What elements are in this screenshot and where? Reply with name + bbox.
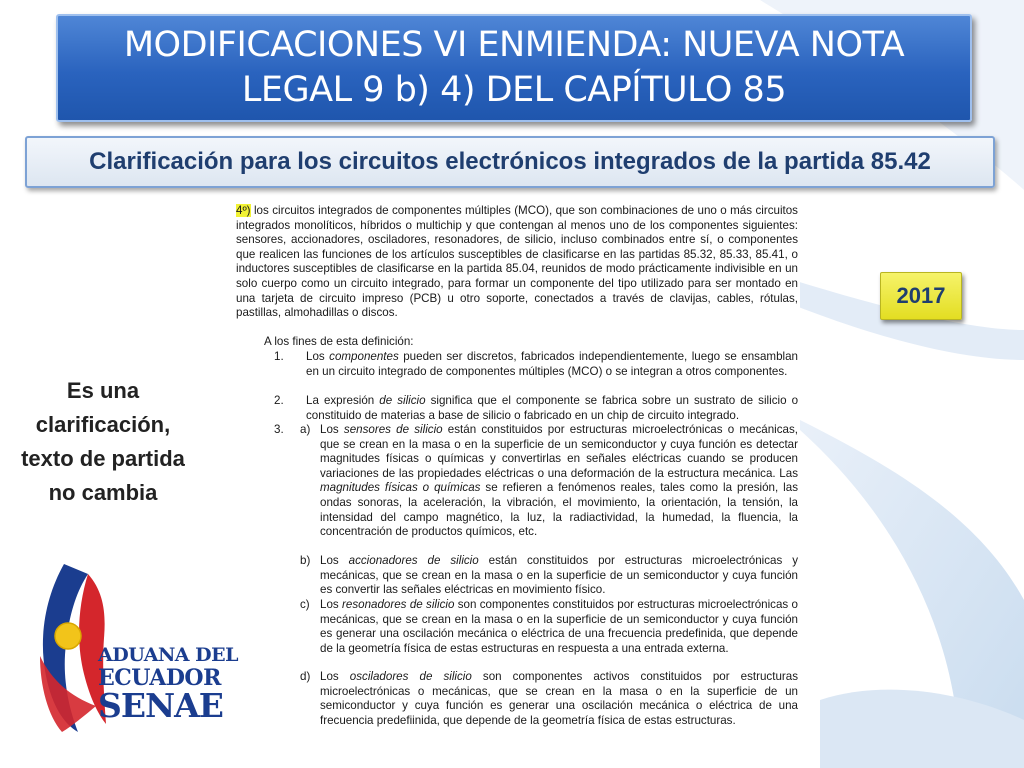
subtitle-box: [25, 136, 995, 188]
definition-3b-term: accionadores de silicio: [348, 554, 479, 567]
definition-2-number: 2.: [274, 394, 284, 407]
definition-3c-pre: Los: [320, 598, 343, 611]
item-marker: 4º): [236, 204, 251, 217]
subtitle-text: Clarificación para los circuitos electrónicos integrados de la partida 85.42: [89, 148, 931, 175]
definition-1-number: 1.: [274, 350, 284, 363]
definition-3d: [300, 670, 798, 728]
logo-line-2: ECUADOR: [98, 665, 221, 691]
definition-3a-pre: Los: [320, 423, 344, 436]
year-badge-text: 2017: [896, 283, 946, 308]
logo-line-3: SENAE: [98, 686, 223, 725]
definition-3b-pre: Los: [320, 554, 349, 567]
year-badge: [880, 272, 962, 320]
definition-3d-letter: d): [300, 670, 311, 683]
definitions-heading: [264, 335, 798, 350]
definition-3a-text: están constituidos por estructuras microelectrónicas o mecánicas, que se crean en la masa o en la superficie de un semiconductor y cuya función es detectar magnitudes físicas o químicas y convertirlas en señales eléctricas cuando se producen variaciones de las propiedades eléctricas o una deformación de la estructura mecánica. Las: [320, 423, 799, 480]
definition-2-text: significa que el componente se fabrica sobre un sustrato de silicio o constituido de materias a base de silicio o fabricado en un chip de circuito integrado.: [306, 394, 799, 422]
definition-3a-letter: a): [300, 423, 311, 436]
side-note: Es una clarificación, texto de partida no cambia: [21, 378, 185, 505]
definition-3a: [300, 423, 798, 540]
slide-title-box: [56, 14, 972, 122]
definition-1: [274, 350, 798, 379]
definition-2-term: de silicio: [379, 394, 426, 407]
definition-3c-text: son componentes constituidos por estructuras microelectrónicas o mecánicas, que se crean en la masa o en la superficie de un semiconductor y cuya función es generar una oscilación mecánica o eléctrica de una frecuencia predefinida, que depende de la geometría física de estas estructuras en respuesta a una entrada externa.: [320, 598, 798, 655]
document-intro: [236, 204, 798, 321]
definition-1-text: pueden ser discretos, fabricados independientemente, luego se ensamblan en un circuito integrado de componentes múltiples (MCO) o se integran a otros componentes.: [306, 350, 798, 378]
legal-note-document: [224, 196, 800, 742]
definition-3c-term: resonadores de silicio: [342, 598, 455, 611]
definition-3c-letter: c): [300, 598, 310, 611]
definition-3d-text: son componentes activos constituidos por estructuras microelectrónicas o mecánicas, que se crean en la masa o en la superficie de un semiconductor y cuya función es generar una oscilación mecánica o eléctrica de una frecuencia predefiinida, que depende de la geometría física de estas estructuras.: [320, 670, 799, 727]
slide-title-line-2: LEGAL 9 b) 4) DEL CAPÍTULO 85: [241, 70, 787, 110]
definition-3a-text-2: se refieren a fenómenos reales, tales como la presión, las ondas sonoras, la aceleración, la vibración, el movimiento, la orientación, la tensión, la intensidad del campo magnético, la luz, la radiactividad, la humedad, la fluencia, la concentración de productos químicos, etc.: [320, 481, 798, 539]
definition-1-pre: Los: [306, 350, 330, 363]
definition-3a-term: sensores de silicio: [343, 423, 443, 436]
definition-3d-term: osciladores de silicio: [349, 670, 472, 683]
definition-3-number: 3.: [274, 423, 284, 436]
definition-2-pre: La expresión: [306, 394, 380, 407]
definition-3b: [300, 554, 798, 598]
slide-title-line-1: MODIFICACIONES VI ENMIENDA: NUEVA NOTA: [123, 25, 905, 65]
definition-3c: [300, 598, 798, 656]
definitions-heading-text: A los fines de esta definición:: [264, 335, 414, 348]
intro-text: los circuitos integrados de componentes múltiples (MCO), que son combinaciones de uno o más circuitos integrados monolíticos, híbridos o multichip y que contengan al menos uno de los componentes siguientes: sensores, accionadores, osciladores, resonadores, de silicio, incluso combinados entre sí, o componentes que realicen las funciones de los artículos susceptibles de clasificarse en las partidas 85.32, 85.33, 85.41, o inductores susceptibles de clasificarse en la partida 85.04, reunidos de modo prácticamente indivisible en un solo cuerpo como un circuito integrado, para formar un componente del tipo utilizado para ser montado en una tarjeta de circuito impreso (PCB) u otro soporte, conectados a través de clavijas, cables, rótulas, pastillas, almohadillas o discos.: [236, 204, 798, 320]
definition-1-term: componentes: [329, 350, 399, 363]
definition-3d-pre: Los: [320, 670, 350, 683]
definition-3b-text: están constituidos por estructuras microelectrónicas y mecánicas, que se crean en la masa o en la superficie de un semiconductor y cuya función es convertir las señales eléctricas en movimiento físico.: [320, 554, 799, 597]
definition-2: [274, 394, 798, 423]
definition-3a-term-2: magnitudes físicas o químicas: [320, 481, 481, 495]
senae-logo-text: [98, 644, 238, 725]
logo-line-1: ADUANA DEL: [98, 644, 238, 666]
definition-3b-letter: b): [300, 554, 311, 567]
